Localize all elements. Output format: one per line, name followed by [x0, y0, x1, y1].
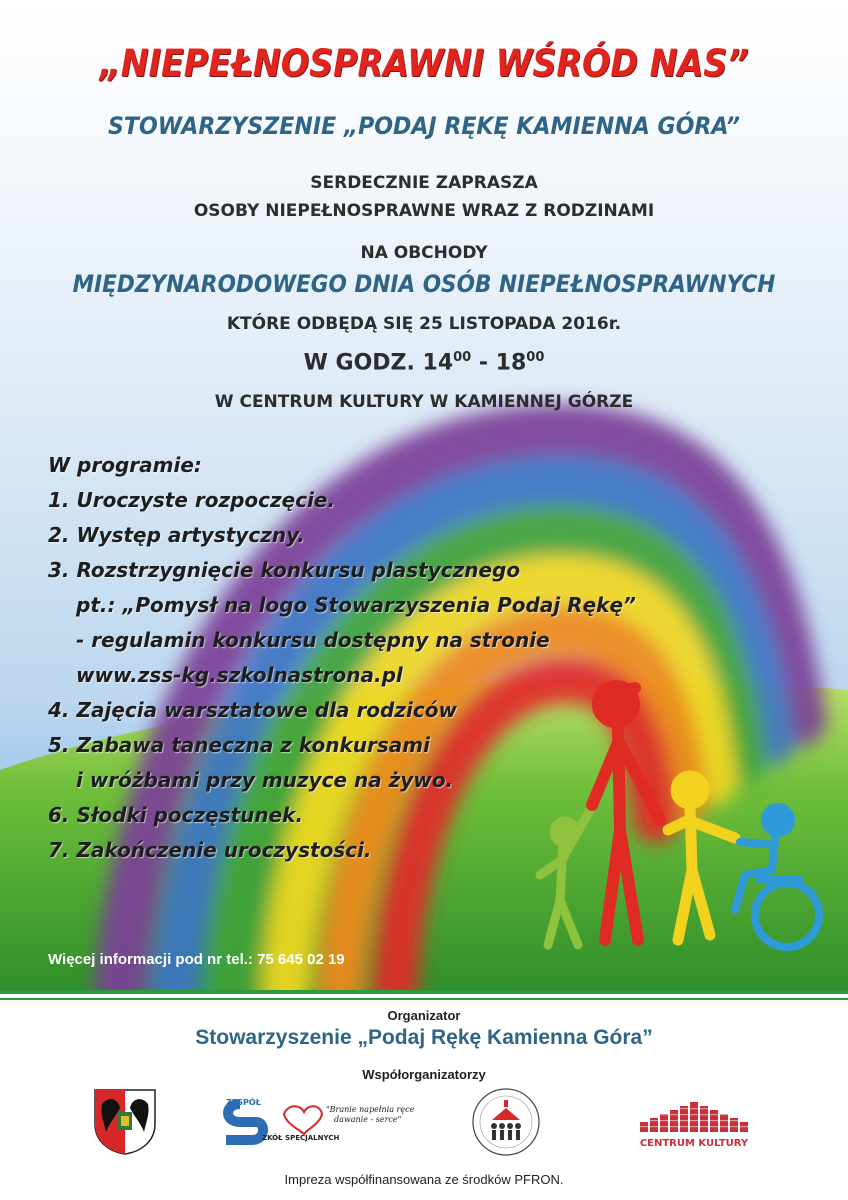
culture-center-logo-text: CENTRUM KULTURY: [639, 1138, 749, 1149]
program-line: pt.: „Pomysł na logo Stowarzyszenia Podaj Rękę”: [76, 593, 636, 617]
program-line: 7. Zakończenie uroczystości.: [48, 838, 372, 862]
program-line: 5. Zabawa taneczna z konkursami: [48, 733, 430, 757]
coorganizers-label: Współorganizatorzy: [362, 1067, 486, 1082]
organizer-label: Organizator: [387, 1008, 461, 1023]
program-line: 4. Zajęcia warsztatowe dla rodziców: [48, 698, 457, 722]
program-line: 1. Uroczyste rozpoczęcie.: [48, 488, 336, 512]
event-date: KTÓRE ODBĘDĄ SIĘ 25 LISTOPADA 2016r.: [226, 314, 622, 334]
school-logo-word2: ZKÓŁ SPECJALNYCH: [262, 1134, 340, 1142]
school-motto-1: "Branie napełnia ręce: [326, 1105, 415, 1114]
program-list: [48, 448, 636, 868]
invite-line-2: OSOBY NIEPEŁNOSPRAWNE WRAZ Z RODZINAMI: [193, 201, 655, 221]
invite-line-1: SERDECZNIE ZAPRASZA: [310, 173, 538, 193]
funding-note: Impreza współfinansowana ze środków PFRON.: [284, 1172, 564, 1187]
school-logo-icon: [222, 1096, 422, 1146]
event-name: MIĘDZYNARODOWEGO DNIA OSÓB NIEPEŁNOSPRAWNYCH: [72, 270, 776, 298]
organizer-name: Stowarzyszenie „Podaj Rękę Kamienna Góra”: [195, 1026, 653, 1049]
program-line: 6. Słodki poczęstunek.: [48, 803, 304, 827]
program-heading: W programie:: [48, 453, 202, 477]
event-location: W CENTRUM KULTURY W KAMIENNEJ GÓRZE: [214, 392, 634, 412]
organization-name: STOWARZYSZENIE „PODAJ RĘKĘ KAMIENNA GÓRA”: [107, 112, 740, 140]
program-line: 3. Rozstrzygnięcie konkursu plastycznego: [48, 558, 521, 582]
program-line: 2. Występ artystyczny.: [48, 523, 305, 547]
invite-line-3: NA OBCHODY: [360, 243, 488, 263]
school-logo-word1: ZESPÓŁ: [226, 1098, 261, 1107]
footer-divider: [0, 990, 848, 994]
culture-center-logo-icon: [634, 1100, 754, 1152]
program-line-website: www.zss-kg.szkolnastrona.pl: [76, 663, 403, 687]
footer-divider-thin: [0, 998, 848, 1000]
program-line: - regulamin konkursu dostępny na stronie: [76, 628, 550, 652]
support-center-logo-icon: [470, 1086, 542, 1158]
poster-title: „NIEPEŁNOSPRAWNI WŚRÓD NAS”: [99, 42, 749, 85]
contact-info: Więcej informacji pod nr tel.: 75 645 02 19: [48, 951, 345, 968]
program-line: i wróżbami przy muzyce na żywo.: [76, 768, 454, 792]
event-time: W GODZ. $14^{00} - 18^{00}$: [303, 350, 545, 376]
coat-of-arms-icon: [90, 1086, 160, 1156]
school-motto-2: dawanie - serce": [334, 1115, 402, 1124]
